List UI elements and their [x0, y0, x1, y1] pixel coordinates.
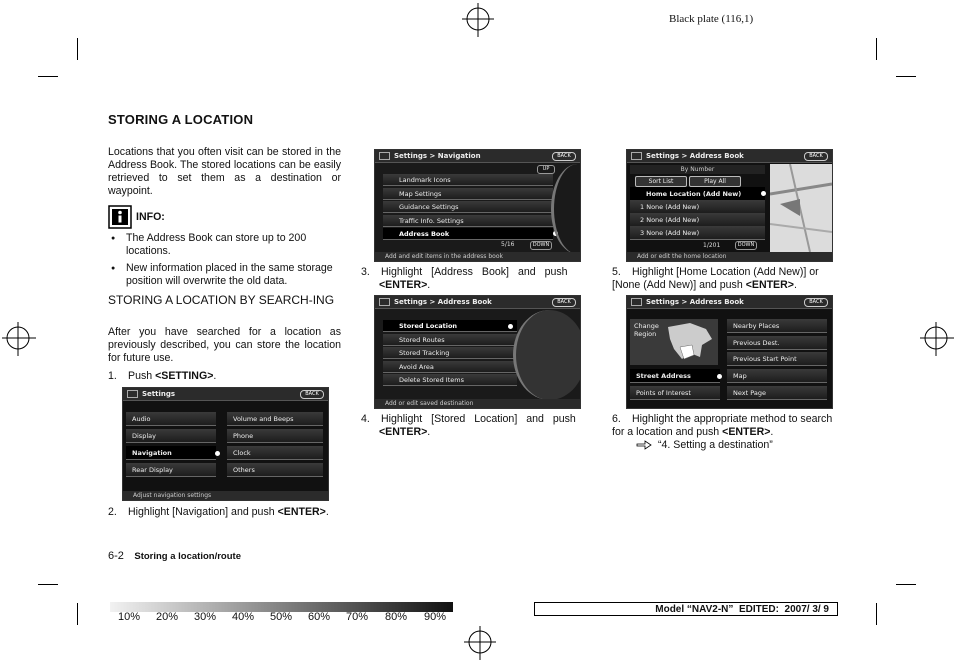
title-bar: Settings > Address Book	[627, 150, 832, 163]
menu-list	[383, 174, 553, 242]
menu-item[interactable]: Map Settings	[383, 188, 553, 200]
menu-item[interactable]: Next Page	[727, 386, 827, 400]
region-map[interactable]	[630, 319, 718, 365]
back-button[interactable]: BACK	[804, 152, 828, 161]
crop-mark	[38, 584, 58, 585]
menu-icon	[127, 390, 138, 398]
crop-mark	[77, 38, 78, 60]
play-all-button[interactable]: Play All	[689, 176, 741, 187]
back-button[interactable]: BACK	[300, 390, 324, 399]
menu-item[interactable]: Delete Stored Items	[383, 374, 517, 386]
scale-label: 40%	[232, 611, 255, 623]
title-bar: Settings > Navigation	[375, 150, 580, 163]
section-title: STORING A LOCATION	[108, 112, 254, 127]
menu-item[interactable]: Stored Routes	[383, 334, 517, 346]
registration-mark-right	[914, 318, 954, 358]
change-region-label: Change Region	[634, 322, 659, 338]
plate-label: Black plate (116,1)	[669, 13, 754, 25]
step-6: 6. Highlight the appropriate method to search for a location and push <ENTER>.	[612, 413, 833, 438]
map-preview	[770, 164, 832, 252]
menu-item-selected[interactable]: Stored Location	[383, 320, 517, 332]
menu-item[interactable]: Previous Dest.	[727, 336, 827, 350]
menu-item[interactable]: Rear Display	[126, 463, 216, 477]
scale-label: 60%	[308, 611, 331, 623]
menu-item[interactable]: Phone	[227, 429, 323, 443]
menu-item[interactable]: Volume and Beeps	[227, 412, 323, 426]
scale-label: 80%	[385, 611, 408, 623]
menu-icon	[631, 152, 642, 160]
reference-link[interactable]: “4. Setting a destination”	[636, 439, 773, 452]
registration-mark-left	[0, 318, 40, 358]
selection-dot	[761, 191, 766, 196]
menu-item[interactable]: Audio	[126, 412, 216, 426]
menu-item[interactable]: Avoid Area	[383, 361, 517, 373]
menu-item[interactable]: Others	[227, 463, 323, 477]
scale-label: 70%	[346, 611, 369, 623]
crop-mark	[896, 584, 916, 585]
model-box	[534, 602, 838, 616]
scale-label: 90%	[424, 611, 447, 623]
page-indicator: 1/201	[703, 242, 721, 249]
scale-label: 50%	[270, 611, 293, 623]
sort-bar[interactable]: By Number	[630, 165, 765, 174]
menu-item-selected[interactable]: Navigation	[126, 446, 216, 460]
intro-paragraph: Locations that you often visit can be stored in the Address Book. The stored locations can be easily retrieved to set them as a destination or waypoint.	[108, 146, 341, 197]
info-label: INFO:	[136, 211, 165, 223]
scale-label: 10%	[118, 611, 141, 623]
menu-icon	[379, 152, 390, 160]
menu-item[interactable]: Previous Start Point	[727, 352, 827, 366]
list-item: ● New information placed in the same storage position will overwrite the old data.	[108, 262, 341, 288]
page-indicator: 5/16	[501, 241, 515, 248]
menu-item[interactable]: Landmark Icons	[383, 174, 553, 186]
step-3: 3. Highlight [Address Book] and push <ENTER>.	[361, 266, 568, 291]
pointing-hand-icon	[636, 439, 652, 450]
decor-curve	[551, 164, 581, 254]
title-bar: Settings > Address Book	[375, 296, 580, 309]
menu-item[interactable]: Map	[727, 369, 827, 383]
menu-list	[383, 320, 517, 388]
info-icon	[108, 205, 132, 229]
down-button[interactable]: DOWN	[530, 241, 552, 250]
decor-curve	[513, 310, 581, 400]
menu-icon	[379, 298, 390, 306]
step-4: 4. Highlight [Stored Location] and push <ENTER>.	[361, 413, 576, 438]
footer-hint: Add and edit items in the address book	[375, 252, 580, 261]
menu-item-selected[interactable]: Home Location (Add New)	[630, 187, 765, 201]
down-button[interactable]: DOWN	[735, 241, 757, 250]
footer-hint: Add or edit saved destination	[375, 399, 580, 408]
menu-item[interactable]: Display	[126, 429, 216, 443]
screen-settings	[122, 387, 329, 501]
selection-dot	[717, 374, 722, 379]
scale-label: 20%	[156, 611, 179, 623]
screen-navigation	[374, 149, 581, 262]
footer-hint: Adjust navigation settings	[123, 491, 328, 500]
screen-home-location	[626, 149, 833, 262]
footer-hint: Add or edit the home location	[627, 252, 832, 261]
selection-dot	[215, 451, 220, 456]
menu-item[interactable]: Traffic Info. Settings	[383, 215, 553, 227]
crop-mark	[876, 603, 877, 625]
map-roads	[770, 164, 832, 252]
selection-dot	[508, 324, 513, 329]
page-footer	[108, 546, 241, 564]
model-info: Model “NAV2-N” EDITED: 2007/ 3/ 9	[655, 604, 829, 615]
title-bar: Settings	[123, 388, 328, 401]
menu-icon	[631, 298, 642, 306]
crop-mark	[876, 38, 877, 60]
registration-mark-top	[458, 3, 498, 39]
menu-item[interactable]: 3 None (Add New)	[630, 226, 765, 240]
north-america-map	[630, 319, 718, 365]
screen-address-book	[374, 295, 581, 409]
info-bullets	[108, 232, 341, 292]
menu-item[interactable]: Nearby Places	[727, 319, 827, 333]
crop-mark	[896, 76, 916, 77]
scale-label: 30%	[194, 611, 217, 623]
page-number: 6-2	[108, 550, 124, 562]
step-5: 5. Highlight [Home Location (Add New)] or [None (Add New)] and push <ENTER>.	[612, 266, 819, 291]
back-button[interactable]: BACK	[552, 298, 576, 307]
step-2: 2. Highlight [Navigation] and push <ENTER>.	[108, 506, 329, 518]
back-button[interactable]: BACK	[552, 152, 576, 161]
menu-item[interactable]: Guidance Settings	[383, 201, 553, 213]
menu-item[interactable]: Clock	[227, 446, 323, 460]
screen-search-method	[626, 295, 833, 409]
step-1: 1. Push <SETTING>.	[108, 370, 217, 382]
sort-list-button[interactable]: Sort List	[635, 176, 687, 187]
crop-mark	[77, 603, 78, 625]
subsection-title: STORING A LOCATION BY SEARCH-ING	[108, 293, 335, 307]
back-button[interactable]: BACK	[804, 298, 828, 307]
page-section: Storing a location/route	[134, 551, 241, 562]
menu-item-selected[interactable]: Address Book	[383, 228, 553, 240]
subsection-paragraph: After you have searched for a location as previously described, you can store the location for future use.	[108, 326, 341, 364]
list-item: ● The Address Book can store up to 200 locations.	[108, 232, 341, 258]
menu-item-selected[interactable]: Street Address	[630, 369, 720, 383]
registration-mark-bottom	[460, 624, 500, 660]
menu-item[interactable]: 1 None (Add New)	[630, 200, 765, 214]
up-button[interactable]: UP	[537, 165, 555, 174]
menu-item[interactable]: Stored Tracking	[383, 347, 517, 359]
title-bar: Settings > Address Book	[627, 296, 832, 309]
menu-item[interactable]: 2 None (Add New)	[630, 213, 765, 227]
crop-mark	[38, 76, 58, 77]
menu-item[interactable]: Points of Interest	[630, 386, 720, 400]
